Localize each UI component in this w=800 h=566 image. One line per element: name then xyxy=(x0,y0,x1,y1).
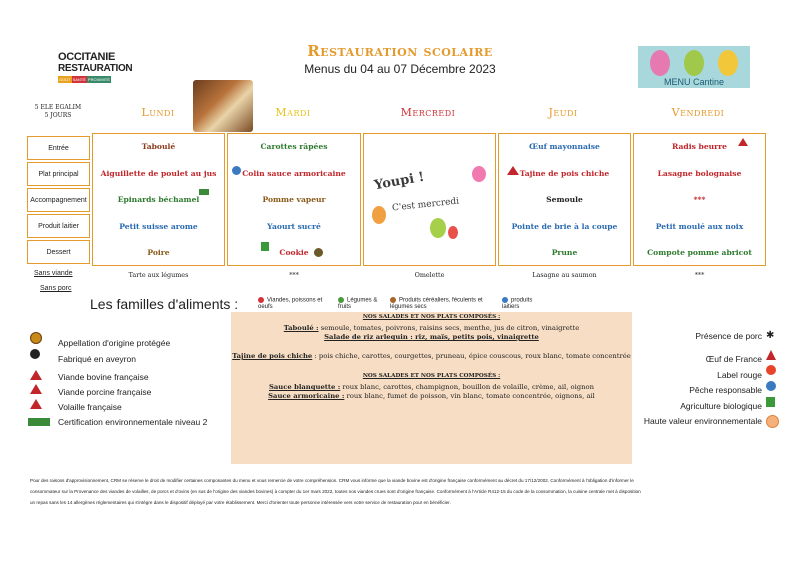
row-label-entree: Entrée xyxy=(27,136,90,160)
column-lundi xyxy=(92,133,225,266)
row-label-dessert: Dessert xyxy=(27,240,90,264)
youpi-text: Youpi ! xyxy=(373,169,426,194)
menu-item: Epinards béchamel xyxy=(117,195,200,204)
menu-item: Tajine de pois chiche xyxy=(519,169,610,178)
bio-icon xyxy=(766,397,775,407)
menu-cantine-logo xyxy=(638,46,750,88)
dish-ingredients: : pois chiche, carottes, courgettes, pruneau, épice couscous, roux blanc, tomate concentrée xyxy=(312,352,631,360)
column-jeudi xyxy=(498,133,631,266)
env-cert-icon xyxy=(199,189,209,195)
porcine-icon xyxy=(30,384,42,394)
legend-volaille: Volaille française xyxy=(58,402,122,412)
dish-name: Sauce blanquette : xyxy=(268,383,341,391)
legend-cert-env: Certification environnementale niveau 2 xyxy=(58,417,208,427)
legend-porcine: Viande porcine française xyxy=(58,387,152,397)
footer-line3: un repas sans les 14 allergènes réglementaires qui s'intègre dans le dispositif déployé par votre établissement. Merci d'orienter toute personne intéressée vers votre service de restauration pour en bénéficier. xyxy=(30,500,451,505)
egalim-line2: 5 JOURS xyxy=(44,112,72,119)
menu-item: Semoule xyxy=(546,195,583,204)
legend-hve: Haute valeur environnementale xyxy=(643,416,762,426)
family-laitiers xyxy=(502,297,550,310)
sans-porc-label: Sans porc xyxy=(40,285,72,292)
menu-item: Pomme vapeur xyxy=(262,195,326,204)
taboule-line xyxy=(231,324,632,333)
cest-mercredi-text: C'est mercredi xyxy=(391,196,460,214)
compositions-heading: NOS SALADES ET NOS PLATS COMPOSÉS : xyxy=(362,314,501,320)
green-dot-icon xyxy=(338,297,344,303)
balloon-icon xyxy=(448,226,458,239)
menu-item: Poire xyxy=(147,248,170,257)
brown-dot-icon xyxy=(390,297,396,303)
column-mercredi xyxy=(363,133,496,266)
dish-name: Sauce armoricaine : xyxy=(268,392,345,400)
menu-item: Prune xyxy=(551,248,578,257)
row-label-laitier: Produit laitier xyxy=(27,214,90,238)
salade-line xyxy=(231,333,632,342)
egalim-line1: 5 ELE EGALIM xyxy=(34,104,82,111)
menu-item: Carottes râpées xyxy=(260,142,328,151)
compositions-heading-2: NOS SALADES ET NOS PLATS COMPOSÉS : xyxy=(362,373,501,379)
tajine-line xyxy=(231,352,632,361)
label-rouge-icon xyxy=(766,365,776,375)
legend-bio: Agriculture biologique xyxy=(680,401,762,411)
star-icon: ✱ xyxy=(766,330,775,341)
family-label: produits laitiers xyxy=(502,297,533,310)
legend-label-rouge: Label rouge xyxy=(717,370,762,380)
dish-ingredients: roux blanc, carottes, champignon, bouillon de volaille, crème, ail, oignon xyxy=(340,383,595,391)
knife-icon xyxy=(718,50,738,76)
cotton-candy-icon xyxy=(472,166,486,182)
family-label: Viandes, poissons et oeufs xyxy=(258,297,323,310)
volaille-icon xyxy=(30,399,42,409)
armoricaine-line xyxy=(231,392,632,401)
menu-item: Compote pomme abricot xyxy=(647,248,752,257)
menu-item: Radis beurre xyxy=(671,142,727,151)
blanquette-line xyxy=(231,383,632,392)
column-vendredi xyxy=(633,133,766,266)
egalim-note xyxy=(28,104,88,120)
peche-icon xyxy=(766,381,776,391)
row-label-accompagnement: Accompagnement xyxy=(27,188,90,212)
day-mardi: Mardi xyxy=(275,106,311,119)
spoon-icon xyxy=(684,50,704,76)
hve-icon xyxy=(766,415,779,428)
page-title: Restauration scolaire xyxy=(307,42,493,60)
balloon-icon xyxy=(430,218,446,238)
aveyron-icon xyxy=(30,349,40,359)
logo-line2: RESTAURATION xyxy=(58,63,133,74)
legend-peche: Pêche responsable xyxy=(689,385,762,395)
family-cereales xyxy=(390,297,500,310)
day-lundi: Lundi xyxy=(141,106,175,119)
sans-viande-mercredi: Omelette xyxy=(414,271,445,279)
hve-cert-icon xyxy=(28,418,50,426)
menu-item: Œuf mayonnaise xyxy=(529,142,600,151)
logo-tags xyxy=(58,76,124,83)
family-viandes xyxy=(258,297,336,310)
bovine-icon xyxy=(30,370,42,380)
dish-name: Salade de riz arlequin : xyxy=(324,333,413,341)
legend-aveyron: Fabriqué en aveyron xyxy=(58,354,136,364)
logo-tag: PROXIMITÉ xyxy=(87,77,110,82)
menu-item: Cookie xyxy=(279,248,309,257)
footer-line2: consommateur sur la Provenance des viandes de volailles, de porcs et d'ovins (en sus de l'origine des viandes bovines) à compter du 1er mars 2022, toutes nos viandes crues sont d'origine française. Conformément à l'Article R412-15 du code de la consommation, la cuisine centrale met à disposition xyxy=(30,489,641,494)
day-jeudi: Jeudi xyxy=(548,106,578,119)
blue-dot-icon xyxy=(502,297,508,303)
day-vendredi: Vendredi xyxy=(671,106,725,119)
sans-viande-vendredi: *** xyxy=(694,271,705,279)
day-mercredi: Mercredi xyxy=(400,106,456,119)
footer-line1: Pour des raisons d'approvisionnement, CRM se réserve le droit de modifier certaines composantes du menu et vous remercie de votre compréhension. CRM vous informe que la viande bovine est d'origine française conformément au décret du 17/12/2002. Conformément à l'obligation d'informer le xyxy=(30,478,634,483)
menu-item: *** xyxy=(693,195,706,204)
aop-icon xyxy=(30,332,42,344)
menu-item: Taboulé xyxy=(141,142,176,151)
menu-item: Lasagne bolognaise xyxy=(657,169,742,178)
column-mardi xyxy=(227,133,361,266)
dish-ingredients: roux blanc, fumet de poisson, vin blanc, tomate concentrée, oignons, ail xyxy=(344,392,595,400)
family-legumes xyxy=(338,297,388,310)
row-label-plat: Plat principal xyxy=(27,162,90,186)
dish-ingredients: riz, maïs, petits pois, vinaigrette xyxy=(412,333,539,341)
compositions-box xyxy=(231,312,632,464)
menu-item: Colin sauce armoricaine xyxy=(242,169,346,178)
legend-aop: Appellation d'origine protégée xyxy=(58,338,171,348)
family-label: Légumes & fruits xyxy=(338,297,378,310)
aop-icon xyxy=(314,248,323,257)
legend-porc: Présence de porc xyxy=(695,331,762,341)
menu-item: Aiguillette de poulet au jus xyxy=(100,169,217,178)
balloon-icon xyxy=(372,206,386,224)
legend-bovine: Viande bovine française xyxy=(58,372,149,382)
menu-item: Yaourt sucré xyxy=(267,222,321,231)
legend-oeuf: Œuf de France xyxy=(705,354,762,364)
red-dot-icon xyxy=(258,297,264,303)
page-subtitle: Menus du 04 au 07 Décembre 2023 xyxy=(304,62,496,76)
dish-name: Taboulé : xyxy=(283,324,319,332)
cantine-label: MENU Cantine xyxy=(663,77,725,87)
menu-item: Petit suisse arome xyxy=(119,222,198,231)
menu-item: Petit moulé aux noix xyxy=(655,222,744,231)
logo-line1: OCCITANIE xyxy=(58,51,115,63)
fork-icon xyxy=(650,50,670,76)
sans-viande-lundi: Tarte aux légumes xyxy=(128,271,189,279)
family-label: Produits céréaliers, féculents et légumes secs xyxy=(390,297,483,310)
oeuf-france-icon xyxy=(766,350,776,360)
logo-tag: GOÛT xyxy=(59,77,71,82)
dish-ingredients: semoule, tomates, poivrons, raisins secs, menthe, jus de citron, vinaigrette xyxy=(318,324,580,332)
dish-name: Tajine de pois chiche xyxy=(232,352,313,360)
families-title: Les familles d'aliments : xyxy=(90,296,239,312)
sans-viande-jeudi: Lasagne au saumon xyxy=(532,271,597,279)
menu-item: Pointe de brie à la coupe xyxy=(511,222,618,231)
sans-viande-mardi: *** xyxy=(289,271,299,279)
logo-tag: SANTÉ xyxy=(72,77,86,82)
sans-viande-label: Sans viande xyxy=(34,270,73,277)
